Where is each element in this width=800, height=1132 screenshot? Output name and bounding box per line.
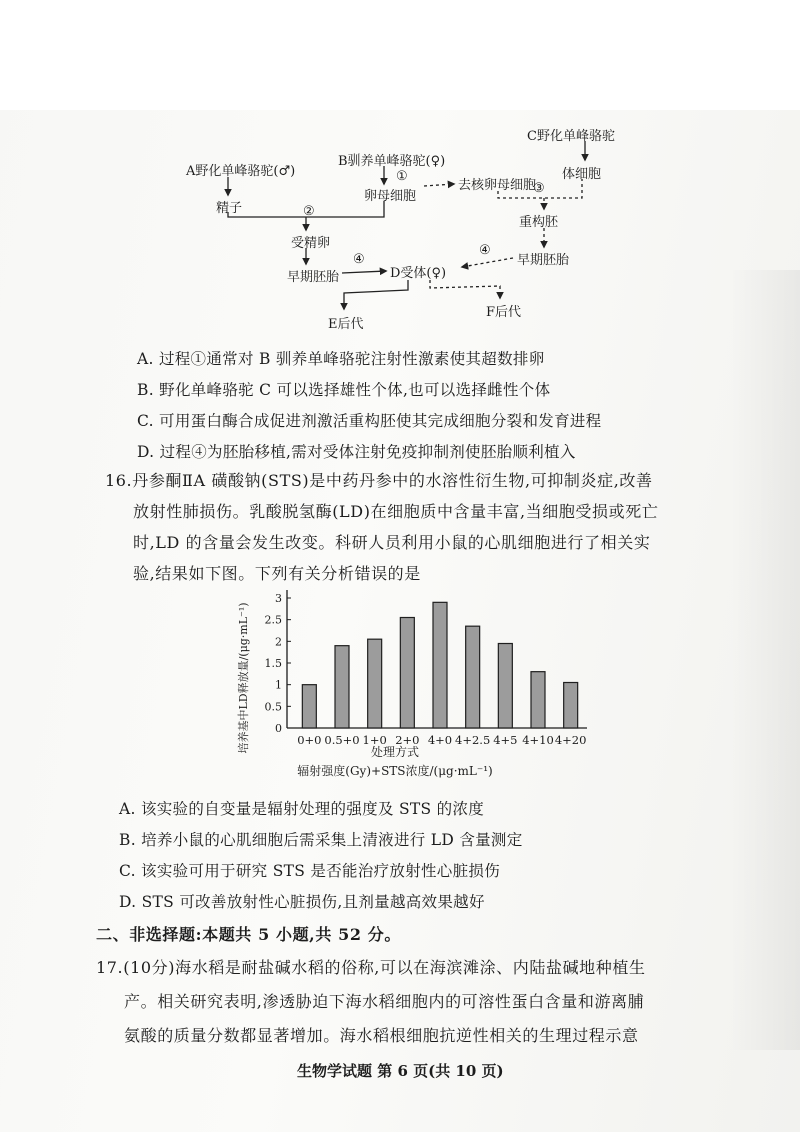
chart-x-tick-label: 4+0 xyxy=(427,733,453,747)
oocyte-label: 卵母细胞 xyxy=(364,189,417,204)
arrow-d-e xyxy=(344,280,408,309)
chart-y-tick-label: 1 xyxy=(275,678,282,692)
q16-option-d: D. STS 可改善放射性心脏损伤,且剂量越高效果越好 xyxy=(119,893,485,911)
chart-x-tick-label: 2+0 xyxy=(395,733,420,747)
q17-line-2: 产。相关研究表明,渗透胁迫下海水稻细胞内的可溶性蛋白含量和游离脯 xyxy=(124,992,645,1011)
somatic-cell-label: 体细胞 xyxy=(562,167,602,182)
ld-release-chart xyxy=(225,580,595,785)
arrow-d-f xyxy=(430,280,500,298)
step-4-left-label: ④ xyxy=(353,252,365,267)
chart-x-tick-label: 0+0 xyxy=(297,733,322,747)
chart-bar xyxy=(564,683,578,729)
q16-option-c: C. 该实验可用于研究 STS 是否能治疗放射性心脏损伤 xyxy=(119,862,500,880)
chart-bar xyxy=(302,685,316,728)
q15-option-d: D. 过程④为胚胎移植,需对受体注射免疫抑制剂使胚胎顺利植入 xyxy=(137,443,576,461)
chart-y-tick-label: 0.5 xyxy=(264,700,282,714)
early-embryo-left-label: 早期胚胎 xyxy=(287,270,340,285)
q16-option-a: A. 该实验的自变量是辐射处理的强度及 STS 的浓度 xyxy=(119,800,485,818)
step-2-label: ② xyxy=(303,204,315,219)
chart-y-tick-label: 1.5 xyxy=(264,657,282,670)
q17-line-3: 氨酸的质量分数都显著增加。海水稻根细胞抗逆性相关的生理过程示意 xyxy=(124,1026,639,1045)
reconstructed-embryo-label: 重构胚 xyxy=(519,215,559,230)
q16-option-b: B. 培养小鼠的心肌细胞后需采集上清液进行 LD 含量测定 xyxy=(119,831,523,849)
chart-bar xyxy=(531,672,545,728)
chart-xlabel-2: 辐射强度(Gy)+STS浓度/(μg·mL⁻¹) xyxy=(297,764,493,778)
step-4-right-label: ④ xyxy=(479,243,491,258)
q16-line-1: 16.丹参酮ⅡA 磺酸钠(STS)是中药丹参中的水溶性衍生物,可抑制炎症,改善 xyxy=(105,471,653,490)
enucleated-oocyte-label: 去核卵母细胞 xyxy=(458,178,537,193)
chart-x-tick-label: 0.5+0 xyxy=(324,733,360,747)
chart-bar xyxy=(335,646,349,728)
node-a: A野化单峰骆驼(♂) xyxy=(186,164,296,179)
q16-line-4: 验,结果如下图。下列有关分析错误的是 xyxy=(133,564,421,583)
q16-line-3: 时,LD 的含量会发生改变。科研人员利用小鼠的心肌细胞进行了相关实 xyxy=(133,533,651,552)
page-edge-shadow xyxy=(730,270,800,1050)
q15-option-c: C. 可用蛋白酶合成促进剂激活重构胚使其完成细胞分裂和发育进程 xyxy=(137,412,602,430)
chart-bar xyxy=(433,602,447,728)
chart-y-tick-label: 0 xyxy=(275,722,282,735)
step-1-label: ① xyxy=(396,169,408,184)
offspring-f-label: F后代 xyxy=(486,305,522,320)
page-footer: 生物学试题 第 6 页(共 10 页) xyxy=(297,1062,504,1080)
chart-xlabel: 处理方式 xyxy=(370,745,420,759)
arrow-oocyte-enucleated xyxy=(424,184,454,186)
chart-ylabel: 培养基中LD释放量/(μg·mL⁻¹) xyxy=(237,602,250,754)
fertilized-egg-label: 受精卵 xyxy=(291,236,331,251)
chart-x-tick-label: 4+5 xyxy=(493,733,518,747)
q15-option-a: A. 过程①通常对 B 驯养单峰骆驼注射性激素使其超数排卵 xyxy=(137,350,545,368)
step-3-label: ③ xyxy=(533,181,545,196)
q17-line-1: 17.(10分)海水稻是耐盐碱水稻的俗称,可以在海滨滩涂、内陆盐碱地种植生 xyxy=(96,958,646,977)
chart-bar xyxy=(368,639,382,728)
chart-x-tick-label: 1+0 xyxy=(362,733,387,747)
sperm-label: 精子 xyxy=(216,201,243,216)
chart-y-tick-label: 3 xyxy=(275,592,282,605)
diagram-arrows xyxy=(0,0,800,340)
nt-merge-line xyxy=(498,179,582,198)
merge-line xyxy=(228,201,384,217)
chart-y-tick-label: 2.5 xyxy=(264,613,282,627)
chart-x-tick-label: 4+10 xyxy=(522,733,554,747)
node-c: C野化单峰骆驼 xyxy=(527,129,615,144)
early-embryo-right-label: 早期胚胎 xyxy=(517,253,570,268)
chart-bar xyxy=(400,618,414,729)
offspring-e-label: E后代 xyxy=(328,317,364,332)
arrow-embryo-d-right xyxy=(462,258,513,267)
chart-y-tick-label: 2 xyxy=(275,635,282,649)
chart-bar xyxy=(466,626,480,728)
recipient-label: D受体(♀) xyxy=(390,266,447,281)
chart-x-tick-label: 4+2.5 xyxy=(455,733,491,747)
section-2-heading: 二、非选择题:本题共 5 小题,共 52 分。 xyxy=(96,925,401,944)
arrow-embryo-d-left xyxy=(342,271,386,273)
chart-x-tick-label: 4+20 xyxy=(554,733,587,747)
node-b: B驯养单峰骆驼(♀) xyxy=(338,154,446,169)
chart-bar xyxy=(498,644,512,729)
q16-line-2: 放射性肺损伤。乳酸脱氢酶(LD)在细胞质中含量丰富,当细胞受损或死亡 xyxy=(133,502,659,521)
q15-option-b: B. 野化单峰骆驼 C 可以选择雄性个体,也可以选择雌性个体 xyxy=(137,381,551,399)
